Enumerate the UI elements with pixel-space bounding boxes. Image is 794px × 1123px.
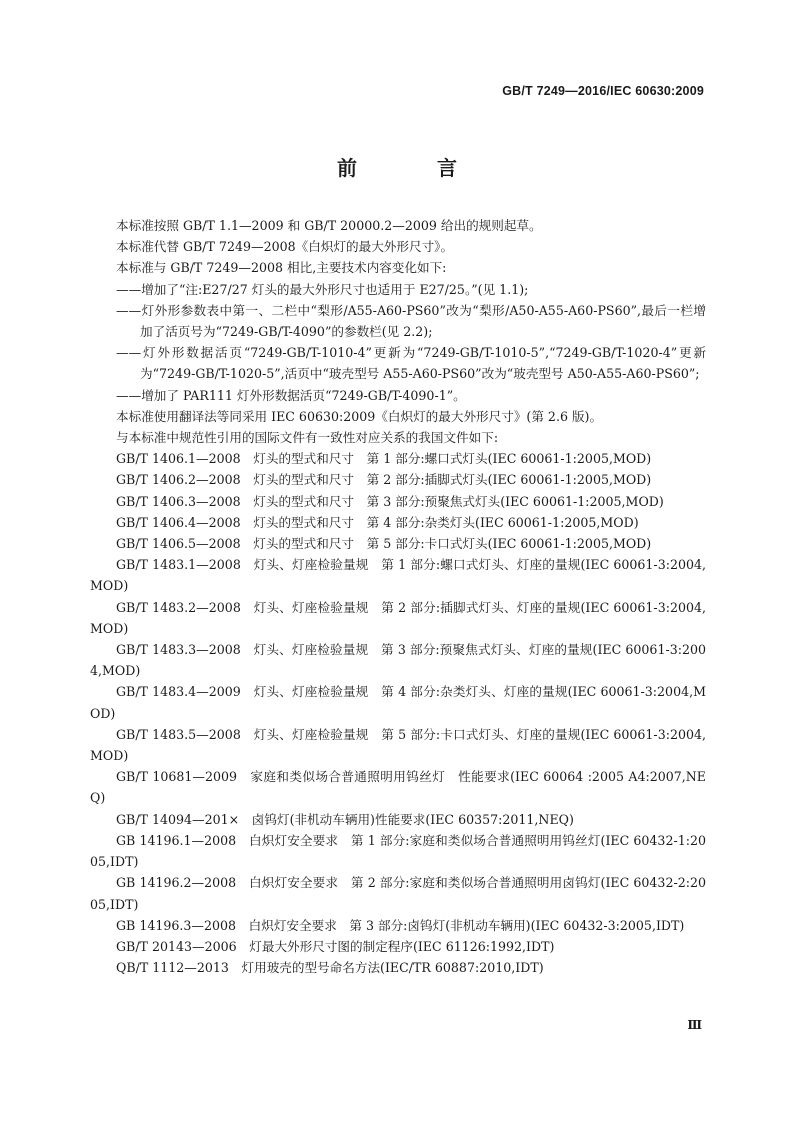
reference-item: GB/T 1483.4—2009 灯头、灯座检验量规 第 4 部分:杂类灯头、灯座的量规(IEC 60061-3:2004,MOD) (90, 684, 706, 721)
reference-item: GB/T 1483.3—2008 灯头、灯座检验量规 第 3 部分:预聚焦式灯头、灯座的量规(IEC 60061-3:2004,MOD) (90, 642, 706, 679)
page-title: 前 言 (337, 156, 487, 180)
paragraph: 本标准与 GB/T 7249—2008 相比,主要技术内容变化如下: (116, 260, 447, 276)
reference-item: GB/T 1406.2—2008 灯头的型式和尺寸 第 2 部分:插脚式灯头(IEC 60061-1:2005,MOD) (116, 472, 652, 488)
reference-item: GB 14196.3—2008 白炽灯安全要求 第 3 部分:卤钨灯(非机动车辆用)(IEC 60432-3:2005,IDT) (116, 917, 685, 933)
page-number: Ⅲ (687, 1018, 702, 1032)
reference-item: GB/T 1406.1—2008 灯头的型式和尺寸 第 1 部分:螺口式灯头(IEC 60061-1:2005,MOD) (116, 451, 652, 467)
reference-item: GB/T 1483.1—2008 灯头、灯座检验量规 第 1 部分:螺口式灯头、灯座的量规(IEC 60061-3:2004,MOD) (90, 557, 706, 594)
reference-item: GB 14196.1—2008 白炽灯安全要求 第 1 部分:家庭和类似场合普通照明用钨丝灯(IEC 60432-1:2005,IDT) (90, 832, 706, 870)
paragraph: 本标准使用翻译法等同采用 IEC 60630:2009《白炽灯的最大外形尺寸》(第 2.6 版)。 (116, 408, 603, 424)
document-body (90, 215, 706, 978)
reference-item: GB/T 14094—201× 卤钨灯(非机动车辆用)性能要求(IEC 60357:2011,NEQ) (116, 811, 574, 827)
reference-item: GB/T 1406.5—2008 灯头的型式和尺寸 第 5 部分:卡口式灯头(IEC 60061-1:2005,MOD) (116, 536, 652, 552)
reference-item: GB/T 1406.4—2008 灯头的型式和尺寸 第 4 部分:杂类灯头(IEC 60061-1:2005,MOD) (116, 514, 639, 530)
standard-code-header: GB/T 7249—2016/IEC 60630:2009 (502, 84, 704, 98)
reference-item: GB/T 20143—2006 灯最大外形尺寸图的制定程序(IEC 61126:1992,IDT) (116, 938, 555, 954)
change-item: ——灯外形数据活页“7249-GB/T-1010-4”更新为“7249-GB/T-1010-5”,“7249-GB/T-1020-4”更新为“7249-GB/T-1020-5”,活页中“玻壳型号 A55-A60-PS60”改为“玻壳型号 A50-A55-A60-PS60”; (116, 345, 706, 382)
paragraph: 本标准代替 GB/T 7249—2008《白炽灯的最大外形尺寸》。 (116, 239, 454, 255)
reference-item: GB 14196.2—2008 白炽灯安全要求 第 2 部分:家庭和类似场合普通照明用卤钨灯(IEC 60432-2:2005,IDT) (90, 875, 706, 912)
reference-item: GB/T 1406.3—2008 灯头的型式和尺寸 第 3 部分:预聚焦式灯头(IEC 60061-1:2005,MOD) (116, 493, 664, 509)
reference-item: GB/T 10681—2009 家庭和类似场合普通照明用钨丝灯 性能要求(IEC 60064 :2005 A4:2007,NEQ) (90, 769, 706, 806)
paragraph: 与本标准中规范性引用的国际文件有一致性对应关系的我国文件如下: (116, 430, 499, 446)
change-item: ——灯外形参数表中第一、二栏中“梨形/A55-A60-PS60”改为“梨形/A50-A55-A60-PS60”,最后一栏增加了活页号为“7249-GB/T-4090”的参数栏(见 2.2); (116, 302, 706, 340)
change-item: ——增加了 PAR111 灯外形数据活页“7249-GB/T-4090-1”。 (116, 387, 466, 403)
reference-item: QB/T 1112—2013 灯用玻壳的型号命名方法(IEC/TR 60887:2010,IDT) (116, 960, 544, 976)
paragraph: 本标准按照 GB/T 1.1—2009 和 GB/T 20000.2—2009 给出的规则起草。 (116, 218, 542, 233)
change-item: ——增加了“注:E27/27 灯头的最大外形尺寸也适用于 E27/25。”(见 1.1); (116, 281, 529, 297)
reference-item: GB/T 1483.5—2008 灯头、灯座检验量规 第 5 部分:卡口式灯头、灯座的量规(IEC 60061-3:2004,MOD) (90, 726, 706, 764)
reference-item: GB/T 1483.2—2008 灯头、灯座检验量规 第 2 部分:插脚式灯头、灯座的量规(IEC 60061-3:2004,MOD) (90, 599, 706, 636)
